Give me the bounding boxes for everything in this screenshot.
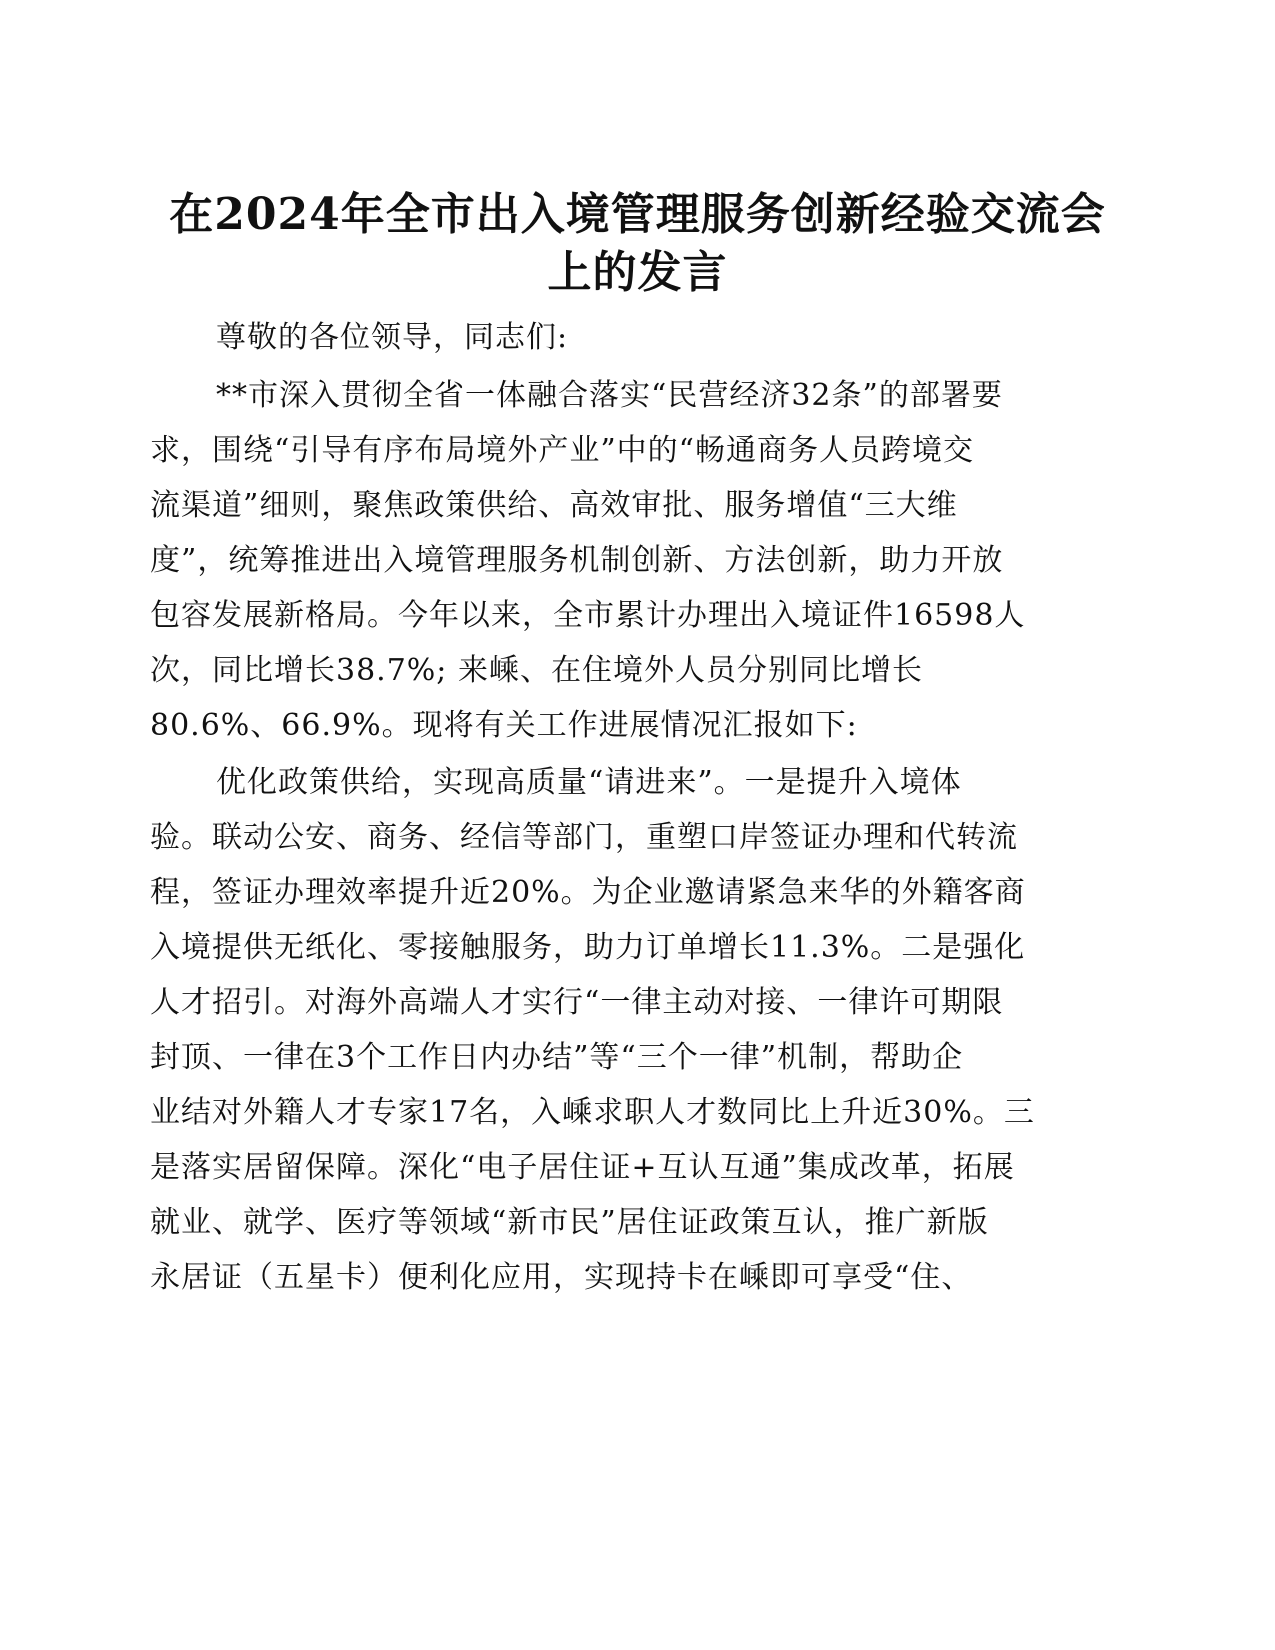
body-line: 包容发展新格局。今年以来，全市累计办理出入境证件16598人 <box>150 598 1026 633</box>
body-line: 度”，统筹推进出入境管理服务机制创新、方法创新，助力开放 <box>150 543 1004 578</box>
body-line: 就业、就学、医疗等领域“新市民”居住证政策互认，推广新版 <box>150 1205 989 1240</box>
body-line: 次，同比增长38.7%; 来嵊、在住境外人员分别同比增长 <box>150 653 923 688</box>
body-line: **市深入贯彻全省一体融合落实“民营经济32条”的部署要 <box>216 378 1003 413</box>
body-line: 求，围绕“引导有序布局境外产业”中的“畅通商务人员跨境交 <box>150 433 975 468</box>
body-line: 入境提供无纸化、零接触服务，助力订单增长11.3%。二是强化 <box>150 930 1026 965</box>
document-title-line-1: 在2024年全市出入境管理服务创新经验交流会 <box>169 189 1106 240</box>
body-line: 程，签证办理效率提升近20%。为企业邀请紧急来华的外籍客商 <box>150 875 1026 910</box>
body-line: 是落实居留保障。深化“电子居住证+互认互通”集成改革，拓展 <box>150 1150 1015 1185</box>
body-line: 流渠道”细则，聚焦政策供给、高效审批、服务增值“三大维 <box>150 488 958 523</box>
body-line: 人才招引。对海外高端人才实行“一律主动对接、一律许可期限 <box>150 985 1004 1020</box>
body-line: 优化政策供给，实现高质量“请进来”。一是提升入境体 <box>216 765 962 800</box>
body-line: 尊敬的各位领导，同志们: <box>216 320 569 355</box>
body-line: 80.6%、66.9%。现将有关工作进展情况汇报如下: <box>150 708 858 743</box>
body-line: 验。联动公安、商务、经信等部门，重塑口岸签证办理和代转流 <box>150 820 1018 855</box>
body-line: 永居证（五星卡）便利化应用，实现持卡在嵊即可享受“住、 <box>150 1260 973 1295</box>
body-line: 封顶、一律在3个工作日内办结”等“三个一律”机制，帮助企 <box>150 1040 964 1075</box>
body-line: 业结对外籍人才专家17名，入嵊求职人才数同比上升近30%。三 <box>150 1095 1035 1130</box>
document-title-line-2: 上的发言 <box>547 247 728 298</box>
